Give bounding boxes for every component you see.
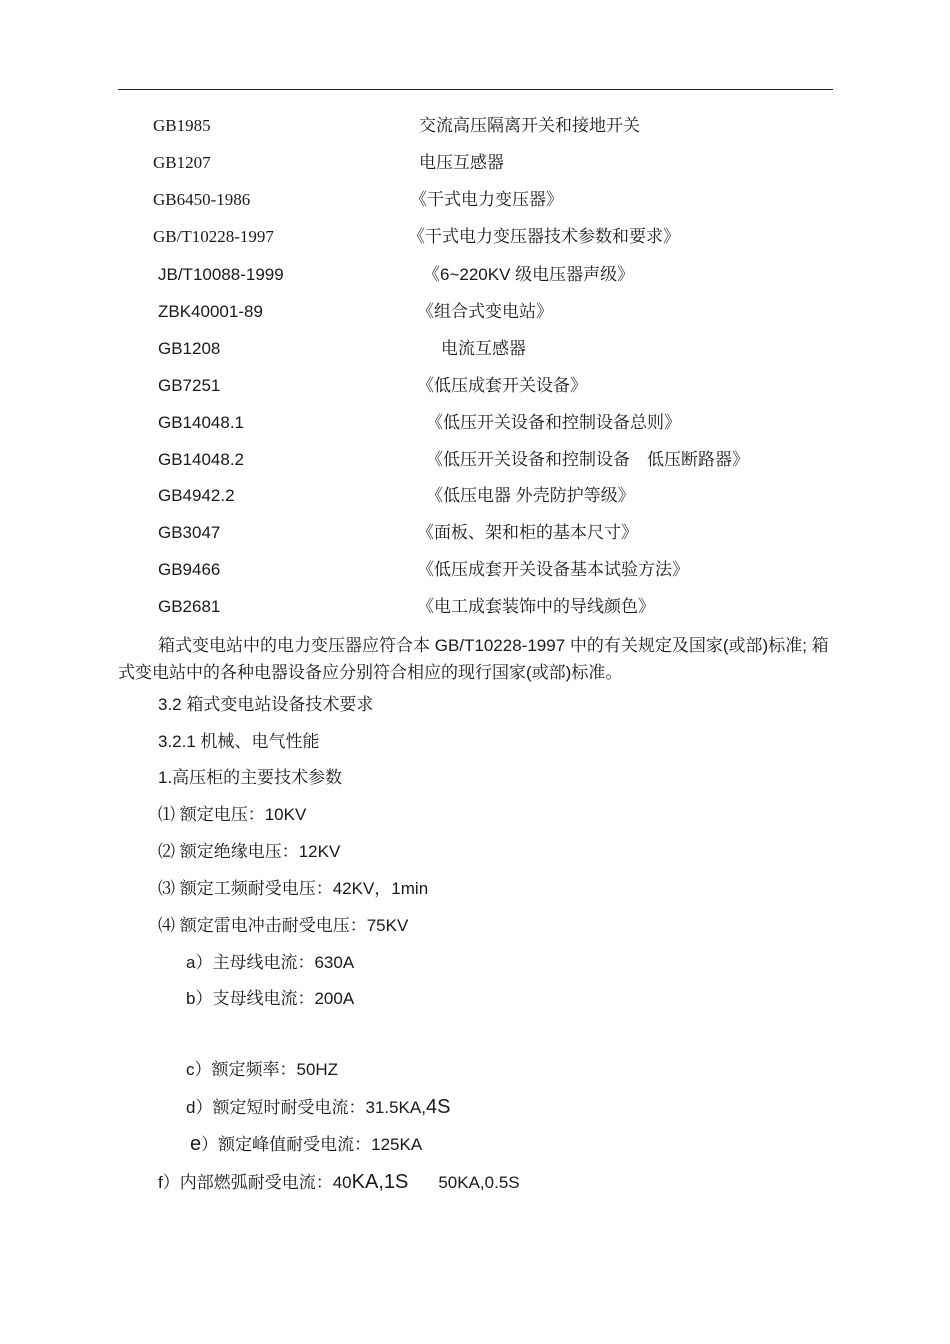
sub-param-letter: e (190, 1133, 202, 1155)
standard-title: 电压互感器 (419, 153, 504, 172)
standard-code: GB6450-1986 (153, 190, 251, 209)
standard-title: 《低压成套开关设备》 (417, 376, 587, 395)
sub-param-big: KA,1S (351, 1171, 409, 1193)
sub-param-line (190, 1133, 422, 1156)
standard-title: 《低压成套开关设备基本试验方法》 (417, 560, 689, 579)
standard-title: 《面板、架和柜的基本尺寸》 (417, 523, 638, 542)
section-heading: 3.2 箱式变电站设备技术要求 (158, 695, 374, 714)
standard-title: 《6~220KV 级电压器声级》 (423, 265, 635, 284)
sub-param-text: d）额定短时耐受电流：31.5KA, (186, 1098, 426, 1117)
body-paragraph (118, 632, 833, 686)
standard-code: GB1985 (153, 116, 211, 135)
sub-param-text: f）内部燃弧耐受电流：40 (158, 1173, 352, 1192)
standard-code: GB/T10228-1997 (153, 227, 274, 246)
standard-title: 《干式电力变压器技术参数和要求》 (408, 227, 680, 246)
sub-param-line (186, 1096, 450, 1119)
standard-code: GB14048.1 (158, 413, 245, 432)
header-rule (118, 89, 833, 90)
sub-param-line: b）支母线电流：200A (186, 989, 355, 1008)
subsection-heading: 3.2.1 机械、电气性能 (158, 732, 320, 751)
standard-code: GB3047 (158, 523, 221, 542)
param-line: ⑷ 额定雷电冲击耐受电压：75KV (158, 916, 409, 935)
standard-title: 电流互感器 (441, 339, 526, 358)
standard-title: 《低压电器 外壳防护等级》 (426, 486, 635, 505)
standard-code: GB2681 (158, 597, 221, 616)
param-line: ⑶ 额定工频耐受电压：42KV，1min (158, 879, 429, 898)
sub-param-tail: 4S (425, 1096, 451, 1118)
standard-code: GB14048.2 (158, 450, 245, 469)
sub-param-text: ）额定峰值耐受电流：125KA (201, 1135, 423, 1154)
item-heading: 1.高压柜的主要技术参数 (158, 768, 343, 787)
standard-code: ZBK40001-89 (158, 302, 263, 321)
param-line: ⑴ 额定电压：10KV (158, 805, 307, 824)
standard-title: 《电工成套装饰中的导线颜色》 (417, 597, 655, 616)
standard-code: JB/T10088-1999 (158, 265, 284, 284)
standard-code: GB7251 (158, 376, 221, 395)
paragraph-text: 箱式变电站中的电力变压器应符合本 GB/T10228-1997 中的有关规定及国家(或部)标准; 箱式变电站中的各种电器设备应分别符合相应的现行国家(或部)标准。 (118, 636, 829, 682)
sub-param-tail: 50KA,0.5S (438, 1173, 520, 1192)
standard-code: GB1207 (153, 153, 211, 172)
sub-param-line (158, 1171, 520, 1194)
standard-title: 《干式电力变压器》 (410, 190, 563, 209)
standard-title: 《组合式变电站》 (417, 302, 553, 321)
standard-code: GB1208 (158, 339, 221, 358)
param-line: ⑵ 额定绝缘电压：12KV (158, 842, 341, 861)
standard-code: GB9466 (158, 560, 221, 579)
sub-param-line: a）主母线电流：630A (186, 953, 355, 972)
standard-title: 交流高压隔离开关和接地开关 (419, 116, 640, 135)
standard-title: 《低压开关设备和控制设备 低压断路器》 (426, 450, 749, 469)
sub-param-line: c）额定频率：50HZ (186, 1060, 339, 1079)
standard-title: 《低压开关设备和控制设备总则》 (426, 413, 681, 432)
standard-code: GB4942.2 (158, 486, 235, 505)
